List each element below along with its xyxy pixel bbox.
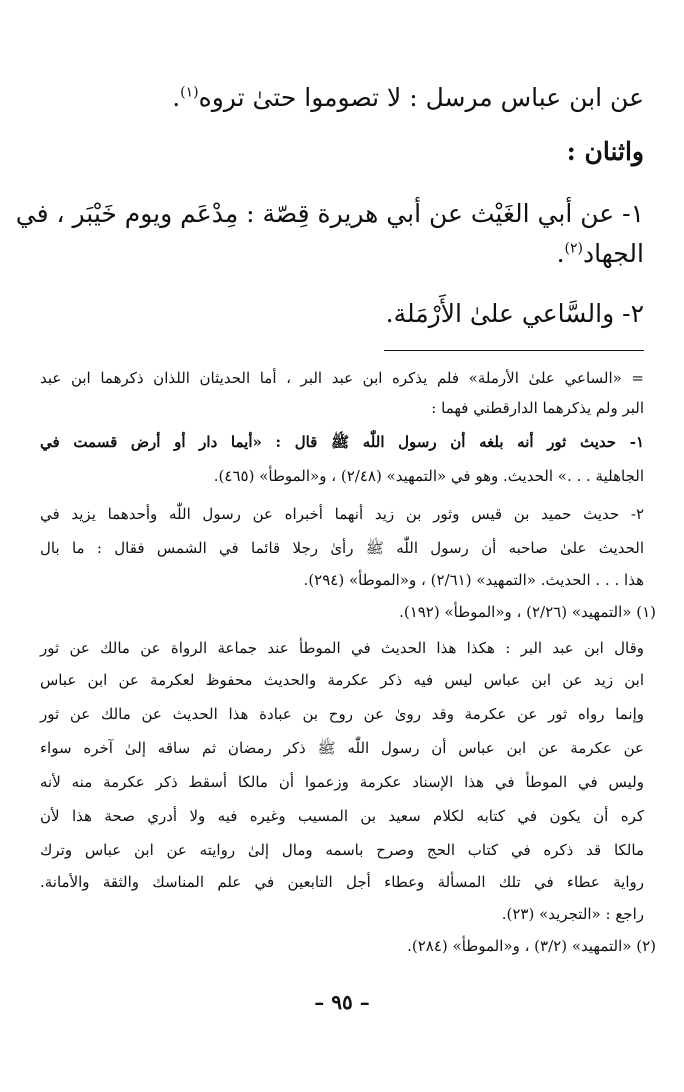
footnote-1: (١) «التمهيد» (٢/٢٦) ، و«الموطأ» (١٩٢). [399,603,656,621]
footnote-paragraph-line: ابن زيد عن ابن عباس ليس فيه ذكر عكرمة والحديث محفوظ لعكرمة عن ابن عباس [40,671,644,689]
main-text: عن ابن عباس مرسل : لا تصوموا حتىٰ تروه [198,83,644,112]
page [15,0,656,1092]
footnote-paragraph-line: كره أن يكون في كتابه لكلام سعيد بن المسيب وغيره فيه ولا أدري صحة هذا لأن [40,807,644,825]
section-heading: واثنان : [566,137,644,166]
footnote-paragraph-line: وقال ابن عبد البر : هكذا هذا الحديث في الموطأ عند جماعة الرواة عن مالك عن ثور [40,639,644,657]
footnote-paragraph-line: وليس في الموطأ في هذا الإسناد عكرمة وزعموا أن مالكا أسقط ذكر عكرمة منه لأنه [40,773,644,791]
footnote-item-2c: هذا . . . الحديث. «التمهيد» (٢/٦١) ، و«الموطأ» (٢٩٤). [303,571,644,589]
footnote-item-2b: الحديث علىٰ صاحبه أن رسول اللّٰه ﷺ رأىٰ رجلا قائما في الشمس فقال : ما بال [40,539,644,557]
footnote-item-1b: الجاهلية . . .» الحديث. وهو في «التمهيد» (٢/٤٨) ، و«الموطأ» (٤٦٥). [213,467,644,485]
footnote-paragraph-line: رواية عطاء في تلك المسألة وعطاء أجل التابعين في علم المناسك والثقة والأمانة. [40,873,644,891]
main-line-1: عن ابن عباس مرسل : لا تصوموا حتىٰ تروه$^{(١)}$. [172,83,644,112]
main-line-4: الجهاد$^{(٢)}$. [556,239,644,268]
main-line-3: ١- عن أبي الغَيْث عن أبي هريرة قِصّة : مِدْعَم ويوم خَيْبَر ، في [15,199,644,228]
footnote-continuation-1: = «الساعي علىٰ الأرملة» فلم يذكره ابن عبد البر ، أما الحديثان اللذان ذكرهما ابن عبد [40,369,644,387]
footnote-paragraph-line: راجع : «التجريد» (٢٣). [501,905,644,923]
footnote-paragraph-line: عن عكرمة عن ابن عباس أن رسول اللّٰه ﷺ ذكر رمضان ثم ساقه إلىٰ آخره سواء [40,739,644,757]
footnote-paragraph-line: وإنما رواه ثور عن عكرمة وقد روىٰ عن روح بن عبادة هذا الحديث عن مالك عن ثور [40,705,644,723]
main-line-5: ٢- والسَّاعي علىٰ الأَرْمَلة. [385,299,644,328]
main-text: الجهاد [583,239,644,268]
footnote-item-1a: ١- حديث ثور أنه بلغه أن رسول اللّٰه ﷺ قال : «أيما دار أو أرض قسمت في [40,433,644,451]
footnote-continuation-2: البر ولم يذكرهما الدارقطني فهما : [431,399,644,417]
footnote-2: (٢) «التمهيد» (٣/٢) ، و«الموطأ» (٢٨٤). [407,937,656,955]
footnote-paragraph-line: مالكا قد ذكره في كتاب الحج وصرح باسمه ومال إلىٰ روايته عن ابن عباس وترك [40,841,644,859]
footnote-ref-2[interactable]: (٢) [564,240,584,257]
footnote-divider [384,350,644,351]
page-number: – ٩٥ – [314,990,370,1014]
footnote-item-2a: ٢- حديث حميد بن قيس وثور بن زيد أنهما أخبراه عن رسول اللّٰه وأحدهما يزيد في [40,505,644,523]
footnote-ref-1[interactable]: (١) [180,84,199,101]
